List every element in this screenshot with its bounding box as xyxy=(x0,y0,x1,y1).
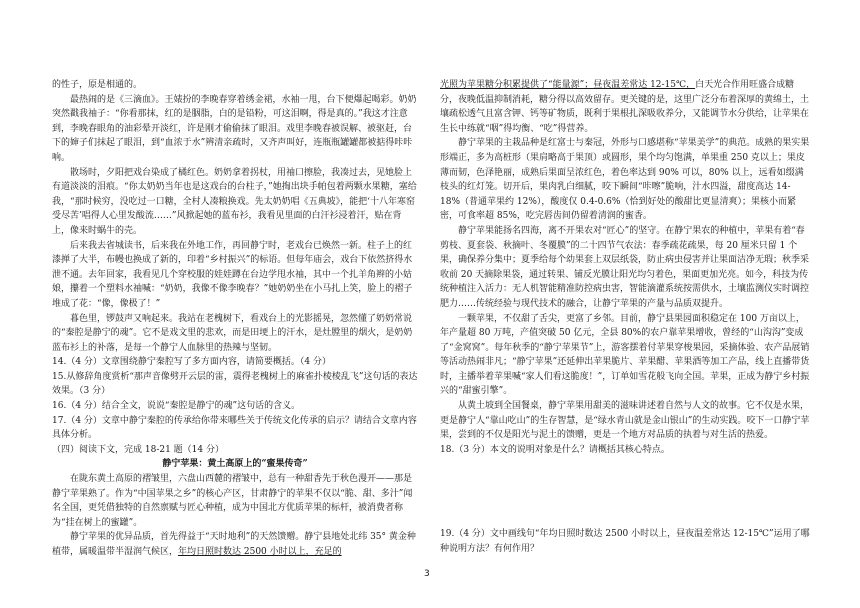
question-18: 18.（3 分）本文的说明对象是什么？请概括其核心特点。 xyxy=(440,444,670,455)
underlined-sentence: 光照为苹果糖分积累提供了“能量源”；昼夜温差常达 12-15℃， xyxy=(440,80,696,90)
paragraph-text: 白天光合作用旺盛合成糖分，夜晚低温抑制消耗，糖分得以高效留存。更关键的是，这里广泛分布着深厚的黄绵土，土壤疏松透气且富含钾、钙等矿物质，既利于果根扎深吸收养分，又能调节水分供给，让苹果在生长中练就“咽”得均衡、“吃”得营养。 xyxy=(440,80,810,134)
paragraph: 从黄土坡到全国餐桌，静宁苹果用甜美的滋味讲述着自然与人文的故事。它不仅是水果，更是静宁人“靠山吃山”的生存智慧，是“绿水青山就是金山银山”的生动实践。咬下一口静宁苹果，尝到的不仅是阳光与泥土的馈赠，更是一个地方对品质的执着与对生活的热爱。 xyxy=(440,401,810,441)
paragraph: 在陇东黄土高原的褶皱里，六盘山西麓的褶皱中，总有一种甜香先于秋色漫开——那是静宁苹果熟了。作为“中国苹果之乡”的核心产区，甘肃静宁的苹果不仅以“脆、甜、多汁”闻名全国，更凭借独特的自然禀赋与匠心种植，成为中国北方优质苹果的标杆，被消费者称为“挂在树上的蜜罐”。 xyxy=(52,474,413,528)
paragraph: 静宁苹果的主栽品种是红富士与秦冠，外形与口感堪称“苹果美学”的典范。成熟的果实果形端正，多为高桩形（果肩略高于果顶）或圆形，果个均匀饱满，单果重 250 克以上；果皮薄而韧，色泽艳丽，成熟后果面呈浓红色，着色率达到 90% 可以，80% 以上，远看如缀满枝头的红灯笼。切开后，果肉乳白细腻，咬下瞬间“咔嚓”脆响，汁水四溢，甜度高达 14-18%（普通苹果约 12%），酸度仅 0.4-0.6%（恰到好处的酸甜比更显清爽）；果核小而紧密，可食率超 85%，吃完唇齿间仍留着清润的蜜香。 xyxy=(440,138,810,222)
page-number: 3 xyxy=(424,569,430,579)
right-column xyxy=(440,78,810,557)
question-14: 14.（4 分）文章围绕静宁秦腔写了多方面内容，请简要概括。（4 分） xyxy=(52,357,331,368)
article-title: 静宁苹果：黄土高原上的“蜜果传奇” xyxy=(162,459,308,470)
paragraph: 散场时，夕阳把戏台染成了橘红色。奶奶拿着拐杖，用袖口擦脸，我凑过去，见她脸上有道淡淡的泪痕。“你太奶奶当年也是这戏台的台柱子，”她掏出块手帕包着两颗水果糖，塞给我，“那时候穷，没吃过一口糖，全村人凑粮换戏。先太奶奶唱《五典坡》，能把‘十八年寒窑受尽苦’唱得人心里发酸流……”风掀起她的蓝布衫，我看见里面的白汗衫浸着汗，贴在背上，像来时蜗牛的壳。 xyxy=(52,167,417,236)
paragraph: 最热闹的是《三滴血》。王婊扮的李晚春穿着绣金裙，水袖一甩，台下便爆起喝彩。奶奶突然戳我袖子：“你看那抹，红的是胭脂，白的是铅粉，可这泪啊，得是真的。”我这才注意到，李晚春眼角的油彩晕开淡红，许是刚才偷偷抹了眼泪。戏里李晚春被误解、被驱赶，台下的婶子们抹起了眼泪，到“血浓于水”辨清亲疏时，又齐声叫好，连瓶瓶罐罐都被掂得咔咔响。 xyxy=(52,94,417,163)
paragraph-text: 静宁苹果的优异品质，首先得益于“天时地利”的天然馈赠。静宁县地处北纬 35° 黄金种植带，属暖温带半湿润气候区， xyxy=(52,532,416,557)
question-17: 17.（4 分）文章中静宁秦腔的传承给你带来哪些关于传统文化传承的启示？请结合文章内容具体分析。 xyxy=(52,415,417,441)
paragraph: 静宁苹果能扬名四海，离不开果农对“匠心”的坚守。在静宁果农的种植中，苹果有着“春剪枝、夏套袋、秋摘叶、冬覆膜”的二十四节气农法：春季疏花疏果，每 20 厘米只留 1 个果，确保养分集中；夏季给每个幼果套上双层纸袋，防止病虫侵害并让果面洁净无瑕；秋季采收前 20 天摘除果袋，通过转果、铺反光膜让阳光均匀着色，果面更加光亮。如今，科技为传统种植注入活力：无人机智能精准防控病虫害，智能滴灌系统按需供水，土壤监测仪实时调控肥力……传统经验与现代技术的融合，让静宁苹果的产量与品质双提升。 xyxy=(440,225,810,309)
question-19: 19.（4 分）文中画线句“年均日照时数达 2500 小时以上，昼夜温差常达 12-15℃”运用了哪种说明方法？有何作用？ xyxy=(440,529,810,555)
paragraph: 的性子，原是相通的。 xyxy=(52,80,143,90)
left-column xyxy=(52,78,418,560)
section-heading: （四）阅读下文，完成 18-21 题（14 分） xyxy=(52,444,224,455)
question-16: 16.（4 分）结合全文，说说“秦腔是静宁的魂”这句话的含义。 xyxy=(52,401,301,412)
paragraph: 暮色里，锣鼓声又响起来。我站在老槐树下，看戏台上的光影摇晃，忽然懂了奶奶常说的“秦腔是静宁的魂”。它不是戏文里的悲欢，而是田埂上的汗水，是灶膛里的烟火，是奶奶蓝布衫上的补落，是每一个静宁人血脉里的热辣与坚韧。 xyxy=(52,313,413,353)
paragraph: 一颗苹果，不仅甜了舌尖，更富了乡邻。目前，静宁县果园面积稳定在 100 万亩以上，年产量超 80 万吨，产值突破 50 亿元，全县 80%的农户靠苹果增收，曾经的“山沟沟”变成了“金窝窝”。每年秋季的“静宁苹果节”上，游客摆着付苹果穿梭果园，采摘体验、农产品展销等活动热闹非凡；“静宁苹果”还延伸出苹果脆片、苹果醋、苹果酒等加工产品，线上直播带货时，主播举着苹果喊“家人们看这脆度！”，订单如雪花般飞向全国。苹果，正成为静宁乡村振兴的“甜蜜引擎”。 xyxy=(440,313,810,397)
underlined-sentence: 年均日照时数达 2500 小时以上，充足的 xyxy=(178,547,342,557)
question-15: 15.从修辞角度赏析“那声音像劈开云层的雷，震得老槐树上的麻雀扑棱棱乱飞”这句话的表达效果。（3 分） xyxy=(52,371,418,397)
paragraph xyxy=(52,530,418,559)
paragraph: 后来我去省城读书，后来我在外地工作，再回静宁时，老戏台已焕然一新。柱子上的红漆掸了大半，布幔也换成了新的，印着“乡村振兴”的标语。但每年庙会，戏台下依然挤得水泄不通。去年回家，我看见几个穿校服的娃娃蹲在台边学甩水袖，其中一个扎羊角辫的小姑娘，攥着一个塑料水袖喊：“奶奶，我像不像李晚春？”她奶奶坐在小马扎上笑，脸上的褶子堆成了花：“像，像极了！” xyxy=(52,240,413,309)
paragraph xyxy=(440,78,810,136)
